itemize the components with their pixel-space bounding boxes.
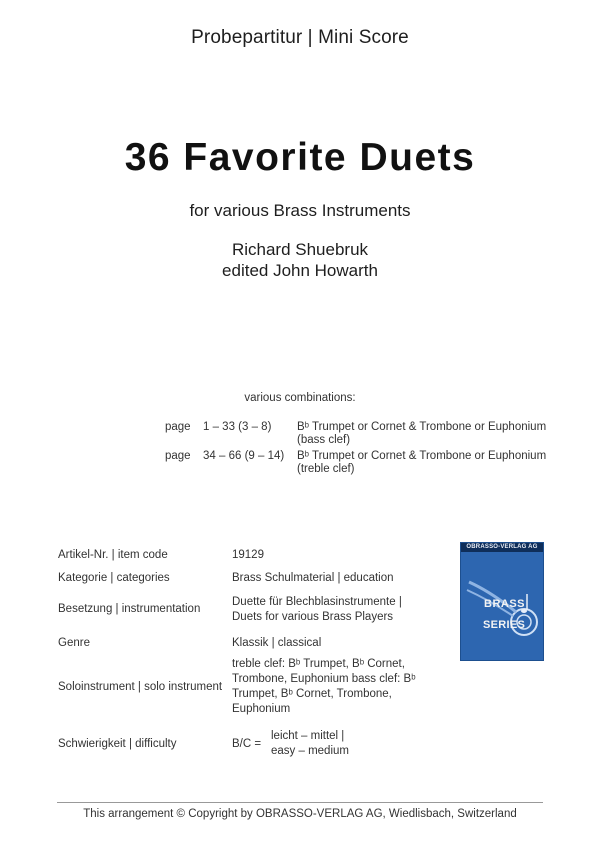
composer-name: Richard Shuebruk [231, 240, 369, 259]
genre-label: Genre [58, 637, 90, 649]
combination-clef: (bass clef) [297, 434, 351, 446]
combination-page-label: page [165, 450, 191, 462]
instrumentation-value: Duette für Blechblasinstrumente | Duets for various Brass Players [232, 596, 402, 623]
difficulty-label: Schwierigkeit | difficulty [58, 738, 177, 750]
cover-series-label: SERIES [483, 619, 526, 631]
solo-instrument-value: treble clef: Bᵇ Trumpet, Bᵇ Cornet, Trombone, Euphonium bass clef: Bᵇ Trumpet, Bᵇ Cornet, Trombone, Euphonium [232, 658, 416, 715]
category-value: Brass Schulmaterial | education [232, 572, 394, 584]
solo-instrument-label: Soloinstrument | solo instrument [58, 681, 223, 693]
instrumentation-label: Besetzung | instrumentation [58, 603, 201, 615]
combination-description: Bᵇ Trumpet or Cornet & Trombone or Euphonium [297, 450, 547, 462]
item-code-value: 19129 [232, 549, 264, 561]
item-code-label: Artikel-Nr. | item code [58, 549, 168, 561]
copyright-footer: This arrangement © Copyright by OBRASSO-VERLAG AG, Wiedlisbach, Switzerland [83, 808, 517, 820]
score-title: 36 Favorite Duets [124, 136, 476, 179]
combination-clef: (treble clef) [297, 463, 355, 475]
combination-description: Bᵇ Trumpet or Cornet & Trombone or Euphonium [297, 421, 547, 433]
combination-page-range: 1 – 33 (3 – 8) [203, 421, 272, 433]
difficulty-en: easy – medium [271, 745, 349, 757]
page-header: Probepartitur | Mini Score [191, 27, 409, 48]
cover-publisher: OBRASSO-VERLAG AG [461, 543, 543, 552]
genre-value: Klassik | classical [232, 637, 322, 649]
score-subtitle: for various Brass Instruments [189, 201, 411, 220]
difficulty-de: leicht – mittel | [271, 730, 345, 742]
cover-brass-label: BRASS [484, 598, 526, 610]
combinations-heading: various combinations: [244, 392, 356, 404]
combination-page-range: 34 – 66 (9 – 14) [203, 450, 285, 462]
category-label: Kategorie | categories [58, 572, 170, 584]
difficulty-grade: B/C = [232, 738, 262, 750]
footer-divider [57, 802, 543, 803]
combination-page-label: page [165, 421, 191, 433]
editor-name: edited John Howarth [222, 261, 378, 280]
series-cover-image [460, 542, 544, 661]
